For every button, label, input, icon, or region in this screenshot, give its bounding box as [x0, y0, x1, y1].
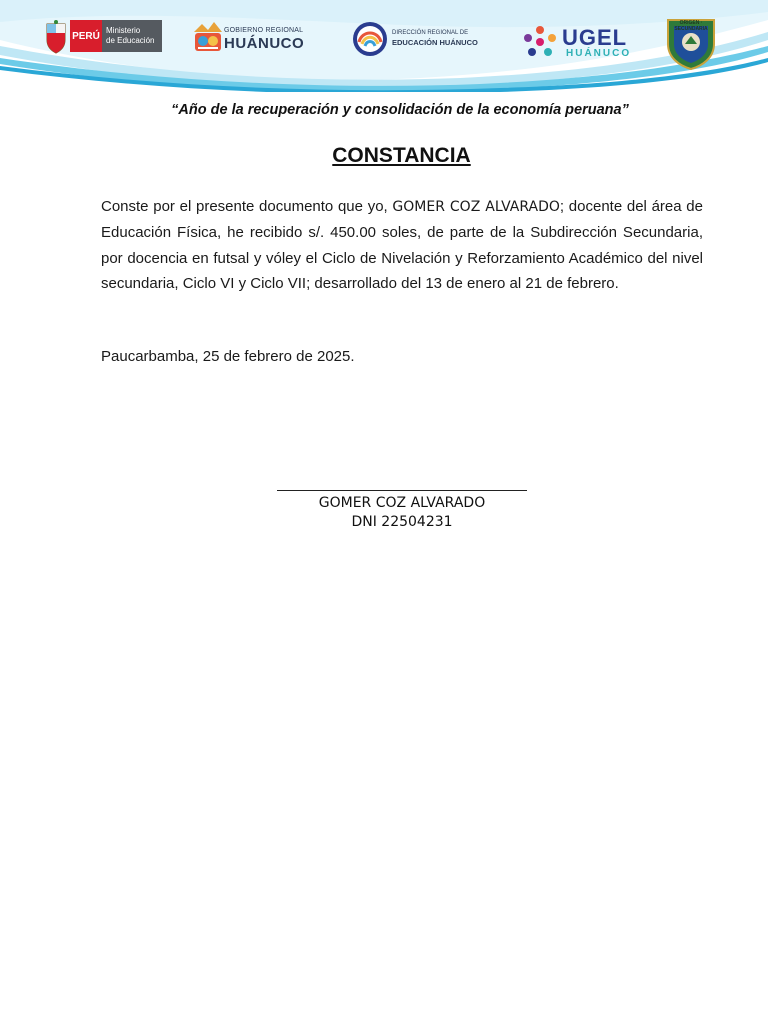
document-body: [101, 194, 703, 297]
seal-text: ORIGEN · SECUNDARIA: [674, 20, 708, 32]
peru-label: PERÚ: [70, 20, 102, 52]
year-motto: “Año de la recuperación y consolidación de la economía peruana”: [171, 102, 629, 118]
body-text-part1: Conste por el presente documento que yo,: [101, 198, 388, 215]
dre-emblem-icon: [350, 20, 390, 58]
dre-huanuco-logo: [350, 20, 482, 58]
dre-line1: DIRECCIÓN REGIONAL DE: [392, 30, 469, 36]
gobierno-regional-logo: [192, 20, 306, 56]
peru-shield-icon: [44, 20, 68, 54]
ugel-people-icon: [522, 24, 558, 60]
body-teacher-name: GOMER COZ ALVARADO: [392, 199, 560, 215]
ugel-huanuco-logo: [522, 22, 640, 62]
signature-name: GOMER COZ ALVARADO: [318, 495, 486, 511]
signature-line: [277, 490, 527, 491]
body-text-part2: ; docente del área de Educación Física, he recibido s/. 450.00 soles, de parte de la Subdirección Secundaria, por docencia en futsal y vóley el Ciclo de Nivelación y Reforzamiento Académico del nivel secundaria, Ciclo VI y Ciclo VII; desarrollado del 13 de enero al 21 de febrero.: [101, 198, 703, 293]
minedu-logo: [44, 18, 162, 56]
gobierno-line1: GOBIERNO REGIONAL: [224, 27, 304, 34]
gobierno-emblem-icon: [192, 20, 224, 54]
school-seal-logo: [664, 14, 718, 70]
header-band: [0, 0, 768, 92]
ministry-line2: de Educación: [106, 36, 155, 45]
ugel-line1: UGEL: [562, 25, 628, 50]
place-and-date: Paucarbamba, 25 de febrero de 2025.: [101, 348, 355, 365]
signature-dni: DNI 22504231: [351, 514, 453, 530]
ministry-label: [102, 20, 162, 52]
gobierno-line2: HUÁNUCO: [224, 35, 305, 52]
ugel-line2: HUÁNUCO: [566, 48, 632, 59]
dre-line2: EDUCACIÓN HUÁNUCO: [392, 38, 478, 47]
document-title: CONSTANCIA: [332, 144, 471, 167]
ministry-line1: Ministerio: [106, 26, 141, 35]
